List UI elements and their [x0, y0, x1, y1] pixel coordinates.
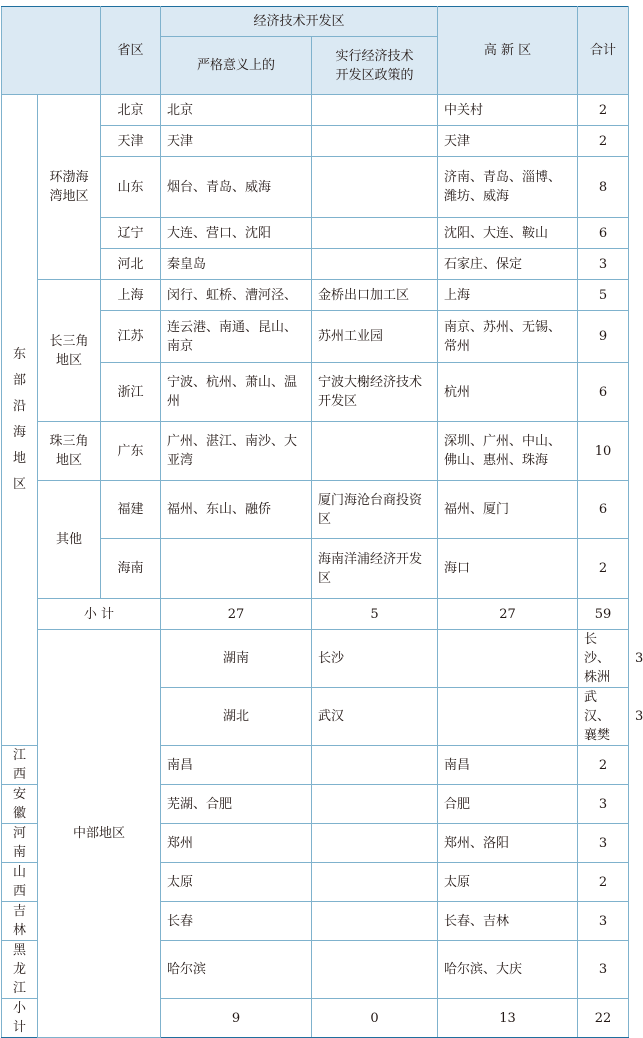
hitech-cell: 长春、吉林 [438, 902, 578, 941]
policy-cell [312, 824, 438, 863]
strict-cell: 芜湖、合肥 [161, 785, 312, 824]
subtotal-hitech: 27 [438, 599, 578, 630]
hitech-cell: 郑州、洛阳 [438, 824, 578, 863]
table-row [2, 422, 629, 481]
subtotal-total: 22 [578, 999, 629, 1038]
strict-cell: 郑州 [161, 824, 312, 863]
province-cell: 福建 [101, 481, 161, 539]
subtotal-policy: 5 [312, 599, 438, 630]
region-east-label: 东 部 沿 海 地 区 [2, 95, 38, 746]
policy-cell [312, 422, 438, 481]
total-cell: 3 [578, 824, 629, 863]
subtotal-strict: 27 [161, 599, 312, 630]
province-cell: 海南 [101, 539, 161, 599]
hitech-cell: 石家庄、保定 [438, 249, 578, 280]
province-cell: 河北 [101, 249, 161, 280]
strict-cell: 烟台、青岛、威海 [161, 157, 312, 218]
subtotal-hitech: 13 [438, 999, 578, 1038]
strict-cell: 武汉 [312, 688, 438, 746]
policy-cell: 海南洋浦经济开发区 [312, 539, 438, 599]
province-cell: 安徽 [2, 785, 38, 824]
subtotal-label: 小 计 [38, 599, 161, 630]
strict-cell: 福州、东山、融侨 [161, 481, 312, 539]
hitech-cell: 深圳、广州、中山、佛山、惠州、珠海 [438, 422, 578, 481]
strict-cell: 秦皇岛 [161, 249, 312, 280]
strict-cell: 长春 [161, 902, 312, 941]
region-central-label: 中部地区 [38, 630, 161, 1038]
province-cell: 天津 [101, 126, 161, 157]
policy-cell [312, 95, 438, 126]
total-cell: 6 [578, 218, 629, 249]
hitech-cell: 合肥 [438, 785, 578, 824]
header-etdz: 经济技术开发区 [161, 7, 438, 37]
policy-cell [312, 785, 438, 824]
header-policy-line1: 实行经济技术 [335, 48, 414, 64]
table-row [2, 481, 629, 539]
strict-cell: 哈尔滨 [161, 941, 312, 999]
hitech-cell: 杭州 [438, 363, 578, 422]
total-cell: 8 [578, 157, 629, 218]
province-cell: 河南 [2, 824, 38, 863]
header-blank [2, 7, 101, 95]
hitech-cell: 天津 [438, 126, 578, 157]
total-cell: 3 [578, 902, 629, 941]
strict-cell: 天津 [161, 126, 312, 157]
province-cell: 江西 [2, 746, 38, 785]
province-cell: 辽宁 [101, 218, 161, 249]
policy-cell [312, 902, 438, 941]
strict-cell: 宁波、杭州、萧山、温州 [161, 363, 312, 422]
total-cell: 5 [578, 280, 629, 311]
subtotal-total: 59 [578, 599, 629, 630]
total-cell: 10 [578, 422, 629, 481]
hitech-cell: 中关村 [438, 95, 578, 126]
total-cell: 3 [578, 785, 629, 824]
province-cell: 湖北 [161, 688, 312, 746]
strict-cell: 南昌 [161, 746, 312, 785]
total-cell: 3 [578, 249, 629, 280]
header-total: 合计 [578, 7, 629, 95]
total-cell: 2 [578, 95, 629, 126]
hitech-cell: 哈尔滨、大庆 [438, 941, 578, 999]
header-strict: 严格意义上的 [161, 37, 312, 95]
strict-cell: 闵行、虹桥、漕河泾、 [161, 280, 312, 311]
table-row: 湖北 武汉 武汉、襄樊 3 [2, 688, 629, 746]
subtotal-label: 小计 [2, 999, 38, 1038]
strict-cell: 太原 [161, 863, 312, 902]
province-cell: 上海 [101, 280, 161, 311]
province-cell: 湖南 [161, 630, 312, 688]
strict-cell: 广州、湛江、南沙、大亚湾 [161, 422, 312, 481]
group-label: 珠三角 地区 [38, 422, 101, 481]
total-cell: 2 [578, 746, 629, 785]
strict-cell: 北京 [161, 95, 312, 126]
strict-cell: 长沙 [312, 630, 438, 688]
group-label: 其他 [38, 481, 101, 599]
hitech-cell: 福州、厦门 [438, 481, 578, 539]
policy-cell: 厦门海沧台商投资区 [312, 481, 438, 539]
policy-cell [312, 746, 438, 785]
province-cell: 黑龙江 [2, 941, 38, 999]
hitech-cell: 南京、苏州、无锡、常州 [438, 311, 578, 363]
header-hitech: 高 新 区 [438, 7, 578, 95]
policy-cell: 宁波大榭经济技术开发区 [312, 363, 438, 422]
total-cell: 6 [578, 481, 629, 539]
header-policy [312, 37, 438, 95]
policy-cell [312, 863, 438, 902]
table-row [2, 95, 629, 126]
policy-cell [312, 249, 438, 280]
total-cell: 2 [578, 539, 629, 599]
header-province: 省区 [101, 7, 161, 95]
total-cell: 6 [578, 363, 629, 422]
subtotal-strict: 9 [161, 999, 312, 1038]
table-row [2, 280, 629, 311]
hitech-cell: 上海 [438, 280, 578, 311]
strict-cell: 连云港、南通、昆山、南京 [161, 311, 312, 363]
policy-cell [438, 688, 578, 746]
province-cell: 北京 [101, 95, 161, 126]
table-row: 中部地区 湖南 长沙 长沙、株洲 3 [2, 630, 629, 688]
policy-cell [312, 157, 438, 218]
province-cell: 江苏 [101, 311, 161, 363]
policy-cell [438, 630, 578, 688]
policy-cell [312, 941, 438, 999]
province-cell: 吉林 [2, 902, 38, 941]
total-cell: 3 [578, 941, 629, 999]
total-cell: 9 [578, 311, 629, 363]
policy-cell: 金桥出口加工区 [312, 280, 438, 311]
group-label: 环渤海 湾地区 [38, 95, 101, 280]
zones-table [1, 6, 643, 1038]
hitech-cell: 南昌 [438, 746, 578, 785]
subtotal-row-east [2, 599, 629, 630]
header-row-1 [2, 7, 629, 37]
hitech-cell: 太原 [438, 863, 578, 902]
hitech-cell: 沈阳、大连、鞍山 [438, 218, 578, 249]
subtotal-policy: 0 [312, 999, 438, 1038]
hitech-cell: 海口 [438, 539, 578, 599]
hitech-cell: 武汉、襄樊 [578, 688, 629, 746]
policy-cell [312, 126, 438, 157]
province-cell: 山东 [101, 157, 161, 218]
total-cell: 2 [578, 126, 629, 157]
province-cell: 广东 [101, 422, 161, 481]
province-cell: 山西 [2, 863, 38, 902]
strict-cell: 大连、营口、沈阳 [161, 218, 312, 249]
province-cell: 浙江 [101, 363, 161, 422]
strict-cell [161, 539, 312, 599]
total-cell: 2 [578, 863, 629, 902]
group-label: 长三角 地区 [38, 280, 101, 422]
hitech-cell: 济南、青岛、淄博、潍坊、威海 [438, 157, 578, 218]
policy-cell: 苏州工业园 [312, 311, 438, 363]
header-policy-line2: 开发区政策的 [335, 67, 414, 83]
policy-cell [312, 218, 438, 249]
hitech-cell: 长沙、株洲 [578, 630, 629, 688]
